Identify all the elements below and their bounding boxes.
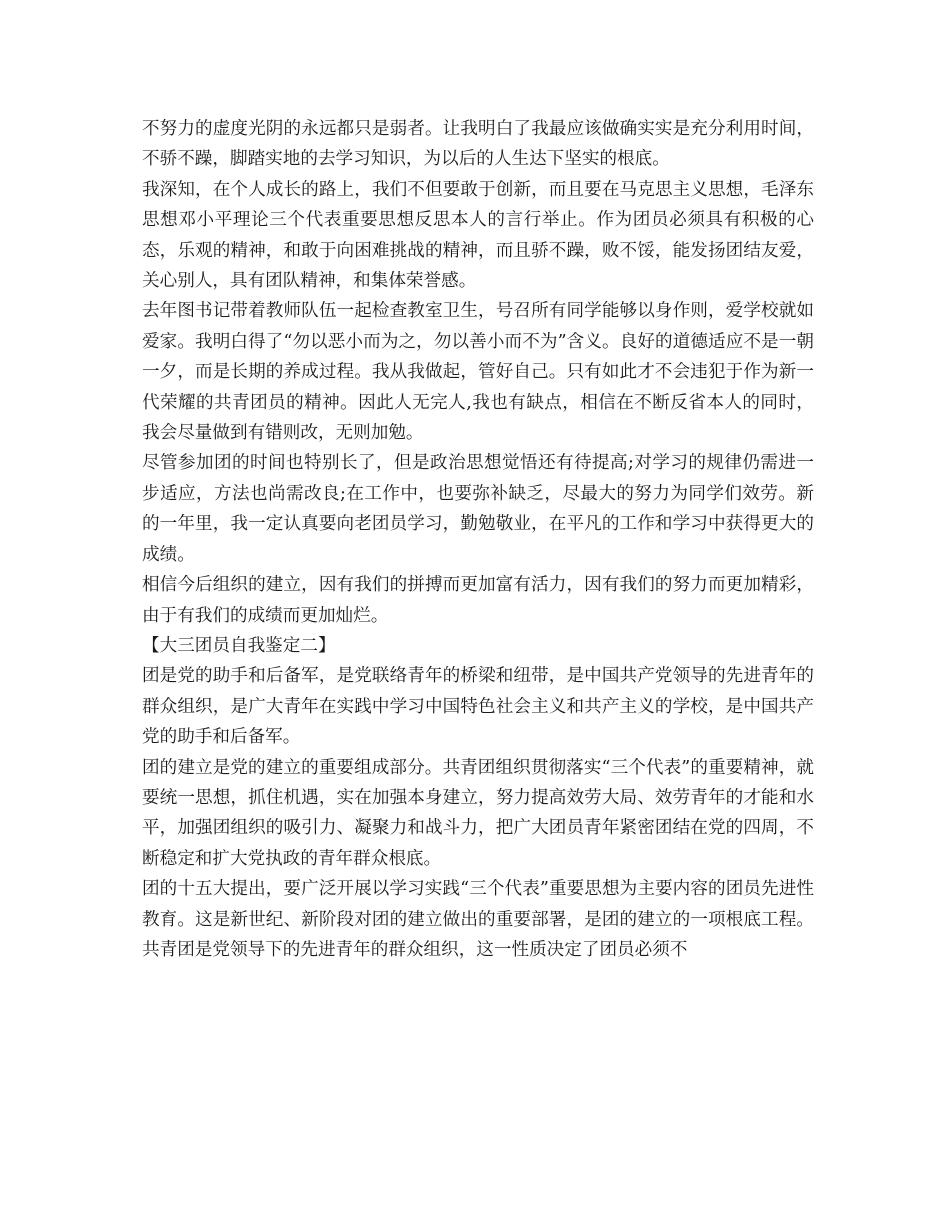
- paragraph-8: 团的十五大提出，要广泛开展以学习实践“三个代表”重要思想为主要内容的团员先进性教育。这是新世纪、新阶段对团的建立做出的重要部署，是团的建立的一项根底工程。共青团是党领导下的先进青年的群众组织，这一性质决定了团员必须不: [142, 879, 814, 960]
- paragraph-4: 尽管参加团的时间也特别长了，但是政治思想觉悟还有待提高;对学习的规律仍需进一步适应，方法也尚需改良;在工作中，也要弥补缺乏，尽最大的努力为同学们效劳。新的一年里，我一定认真要向老团员学习，勤勉敬业，在平凡的工作和学习中获得更大的成绩。: [142, 453, 814, 565]
- paragraph-1: 不努力的虚度光阴的永远都只是弱者。让我明白了我最应该做确实实是充分利用时间，不骄不躁，脚踏实地的去学习知识，为以后的人生达下坚实的根底。: [142, 119, 814, 170]
- section-heading: 【大三团员自我鉴定二】: [142, 635, 336, 656]
- paragraph-2: 我深知，在个人成长的路上，我们不但要敢于创新，而且要在马克思主义思想，毛泽东思想邓小平理论三个代表重要思想反思本人的言行举止。作为团员必须具有积极的心态，乐观的精神，和敢于向困难挑战的精神，而且骄不躁，败不馁，能发扬团结友爱，关心别人，具有团队精神，和集体荣誉感。: [142, 179, 814, 292]
- paragraph-5: 相信今后组织的建立，因有我们的拼搏而更加富有活力，因有我们的努力而更加精彩，由于有我们的成绩而更加灿烂。: [142, 575, 814, 626]
- paragraph-6: 团是党的助手和后备军，是党联络青年的桥梁和纽带，是中国共产党领导的先进青年的群众组织，是广大青年在实践中学习中国特色社会主义和共产主义的学校，是中国共产党的助手和后备军。: [142, 666, 814, 748]
- paragraph-3: 去年图书记带着教师队伍一起检查教室卫生，号召所有同学能够以身作则，爱学校就如爱家。我明白得了“勿以恶小而为之，勿以善小而不为”含义。良好的道德适应不是一朝一夕，而是长期的养成过程。我从我做起，管好自己。只有如此才不会违犯于作为新一代荣耀的共青团员的精神。因此人无完人,我也有缺点，相信在不断反省本人的同时，我会尽量做到有错则改，无则加勉。: [142, 301, 814, 444]
- document-page: [142, 114, 814, 965]
- paragraph-7: 团的建立是党的建立的重要组成部分。共青团组织贯彻落实“三个代表”的重要精神，就要统一思想，抓住机遇，实在加强本身建立，努力提高效劳大局、效劳青年的才能和水平，加强团组织的吸引力、凝聚力和战斗力，把广大团员青年紧密团结在党的四周，不断稳定和扩大党执政的青年群众根底。: [142, 757, 814, 869]
